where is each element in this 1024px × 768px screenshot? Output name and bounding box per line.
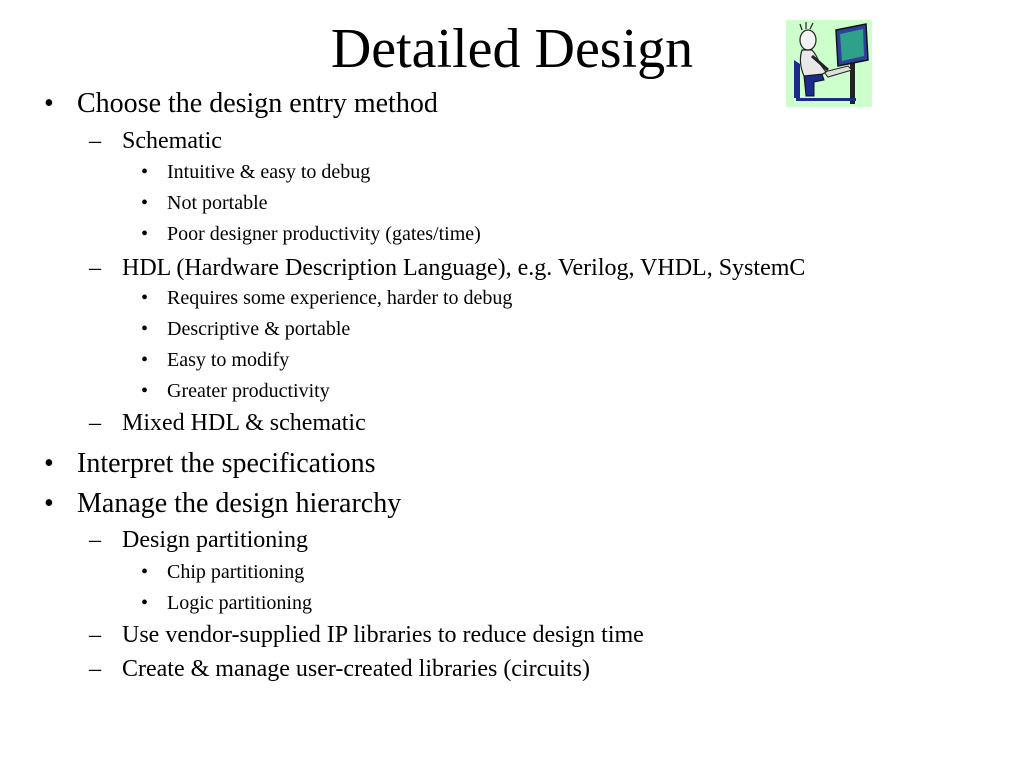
outline-item-text: Create & manage user-created libraries (circuits) [122,656,590,682]
outline-item-level-1 [44,88,438,120]
outline-item-text: Easy to modify [167,349,290,371]
outline-item-text: Design partitioning [122,527,308,553]
outline-item-text: Logic partitioning [167,592,312,614]
bullet-marker: • [141,592,149,614]
bullet-marker: • [141,318,149,340]
outline-item-level-2 [89,410,366,437]
outline-item-level-3 [141,380,330,403]
bullet-marker: • [141,223,149,245]
outline-item-level-1 [44,448,376,480]
person-at-computer-icon [786,20,872,107]
outline-item-level-1 [44,488,402,520]
bullet-marker: – [89,255,101,281]
bullet-marker: • [44,88,54,119]
outline-item-text: Schematic [122,128,222,154]
bullet-marker: • [141,287,149,309]
outline-item-text: Descriptive & portable [167,318,351,340]
bullet-marker: – [89,656,101,682]
outline-item-text: Interpret the specifications [77,448,376,479]
bullet-marker: • [44,488,54,519]
bullet-marker: • [44,448,54,479]
outline-item-level-2 [89,622,644,649]
outline-item-level-3 [141,349,290,372]
outline-item-level-3 [141,223,481,246]
outline-item-text: Choose the design entry method [77,88,438,119]
outline-item-level-3 [141,561,305,584]
outline-item-text: Chip partitioning [167,561,305,583]
outline-item-text: Mixed HDL & schematic [122,410,366,436]
bullet-marker: • [141,192,149,214]
bullet-marker: – [89,410,101,436]
bullet-marker: – [89,128,101,154]
bullet-marker: – [89,622,101,648]
outline-item-text: Use vendor-supplied IP libraries to reduce design time [122,622,644,648]
bullet-marker: • [141,161,149,183]
slide-title: Detailed Design [330,18,694,80]
bullet-marker: • [141,380,149,402]
outline-item-level-3 [141,287,513,310]
outline-item-text: Poor designer productivity (gates/time) [167,223,481,245]
outline-item-text: Not portable [167,192,268,214]
outline-item-text: Greater productivity [167,380,330,402]
outline-item-level-3 [141,592,312,615]
outline-item-level-3 [141,161,371,184]
outline-item-level-2 [89,128,222,155]
outline-item-text: Intuitive & easy to debug [167,161,371,183]
outline-item-text: HDL (Hardware Description Language), e.g. Verilog, VHDL, SystemC [122,255,806,281]
bullet-marker: – [89,527,101,553]
outline-item-level-3 [141,318,351,341]
outline-item-level-3 [141,192,268,215]
outline-item-level-2 [89,255,806,282]
bullet-marker: • [141,561,149,583]
outline-item-text: Requires some experience, harder to debug [167,287,513,309]
bullet-marker: • [141,349,149,371]
outline-item-level-2 [89,656,590,683]
outline-item-text: Manage the design hierarchy [77,488,402,519]
outline-item-level-2 [89,527,308,554]
